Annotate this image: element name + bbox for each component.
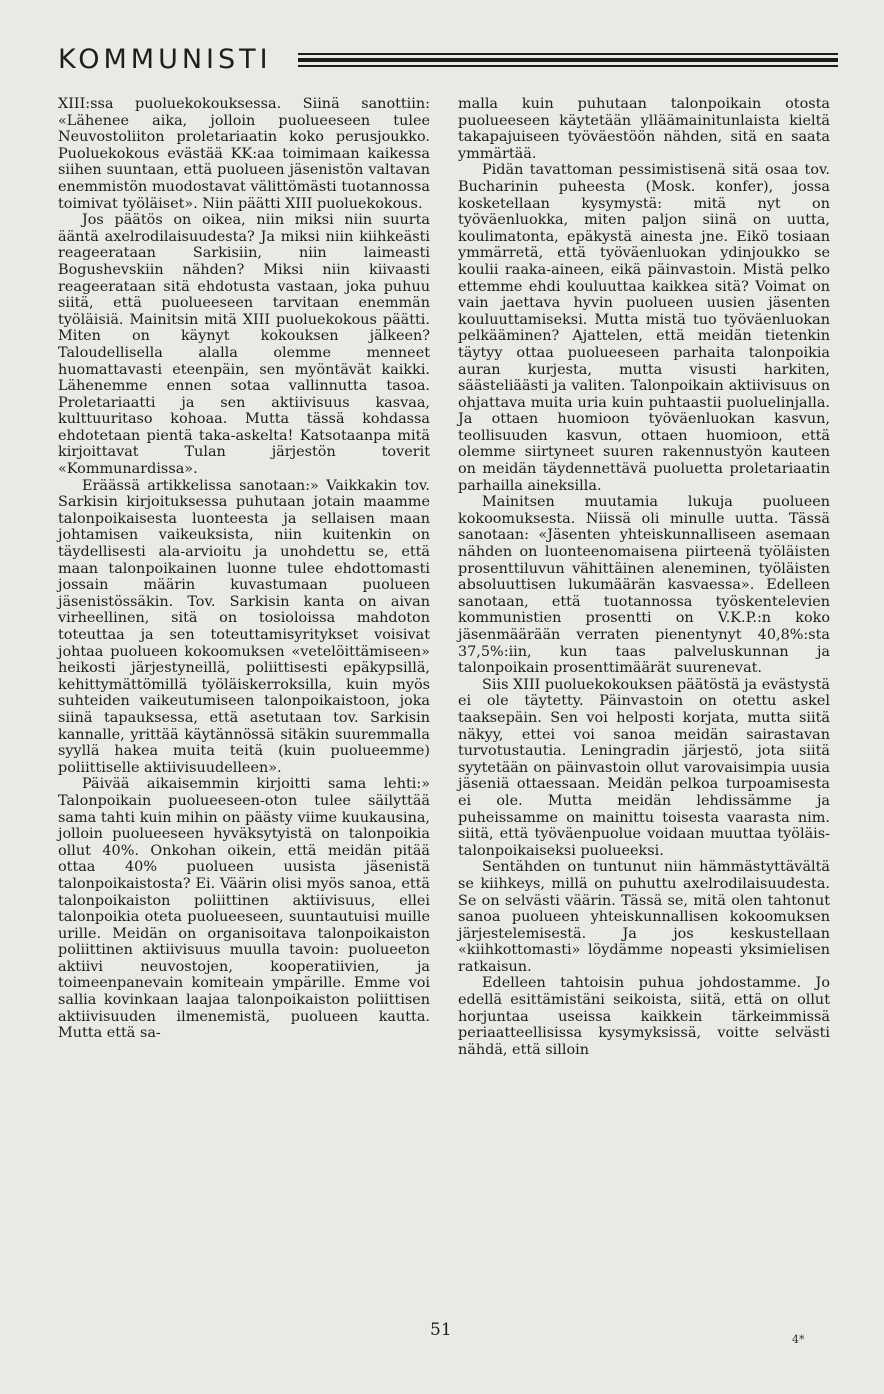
paragraph: Pidän tavattoman pessimistisenä sitä osaa tov. Bucharinin puheesta (Mosk. konfer), jossa kosketellaan kysymystä: mitä nyt on työväenluokka, miten paljon siinä on uutta, koulimatonta, epäkystä ainesta jne. Eikö tosiaan ymmärretä, että työväenluokan ydinjoukko se koulii raaka-aineen, eikä päinvastoin. Mistä pelko ettemme ehdi kouluuttaa kaikkea sitä? Voimat on vain jaettava hyvin puolueen uusien jäsenten kouluuttamiseksi. Mutta mistä tuo työväenluokan pelkääminen? Ajattelen, että meidän tietenkin täytyy ottaa puolueeseen parhaita talonpoikia auran kurjesta, mutta visusti harkiten, säästeliäästi ja valiten. Talonpoikain aktiivisuus on ohjattava muita uria kuin puhtaastii puoluelinjalla. Ja ottaen huomioon työväenluokan kasvun, teollisuuden kasvun, ottaen huomioon, että olemme siirtyneet suuren rakennustyön kauteen on meidän täydennettävä puoluetta proletariaatin parhailla aineksilla. [458, 162, 830, 494]
paragraph: malla kuin puhutaan talonpoikain otosta puolueeseen käytetään ylläämainitunlaista kieltä takapajuiseen työväestöön nähden, sitä en saata ymmärtää. [458, 96, 830, 162]
paragraph: XIII:ssa puoluekokouksessa. Siinä sanottiin: «Lähenee aika, jolloin puolueeseen tulee Neuvostoliiton proletariaatin koko perusjoukko. Puoluekokous evästää KK:aa toimimaan kaikessa siihen suuntaan, että puolueen jäsenistön valtavan enemmistön muodostavat välittömästi tuotannossa toimivat työläiset». Niin päätti XIII puoluekokous. [58, 96, 430, 212]
paragraph: Mainitsen muutamia lukuja puolueen kokoomuksesta. Niissä oli minulle uutta. Tässä sanotaan: «Jäsenten yhteiskunnalliseen asemaan nähden on luonteenomaisena piirteenä työläisten prosenttiluvun vähittäinen aleneminen, työläisten absoluuttisen lukumäärän kasvaessa». Edelleen sanotaan, että tuotannossa työskentelevien kommunistien prosentti on V.K.P.:n koko jäsenmäärään verraten pienentynyt 40,8%:sta 37,5%:iin, kun taas palveluskunnan ja talonpoikain prosenttimäärät suurenevat. [458, 494, 830, 677]
paragraph: Sentähden on tuntunut niin hämmästyttävältä se kiihkeys, millä on puhuttu axelrodilaisuudesta. Se on selvästi väärin. Tässä se, mitä olen tahtonut sanoa puolueen yhteiskunnallisen kokoomuksen järjestelemisestä. Ja jos keskustellaan «kiihkottomasti» löydämme nopeasti yksimielisen ratkaisun. [458, 859, 830, 975]
journal-title: KOMMUNISTI [58, 44, 272, 75]
paragraph: Siis XIII puoluekokouksen päätöstä ja evästystä ei ole täytetty. Päinvastoin on otettu askel taaksepäin. Sen voi helposti korjata, mutta siitä näkyy, ettei voi sanoa meidän sairastavan turvotustautia. Leningradin järjestö, jota siitä syytetään on päinvastoin ollut varovaisimpia uusia jäseniä ottaessaan. Meidän pelkoa turpoamisesta ei ole. Mutta meidän lehdissämme ja puheissamme on mainittu toisesta vaarasta nim. siitä, että työväenpuolue voidaan muuttaa työläis-talonpoikaiseksi puolueeksi. [458, 676, 830, 859]
paragraph: Edelleen tahtoisin puhua johdostamme. Jo edellä esittämistäni seikoista, siitä, että on ollut horjuntaa useissa kaikkein tärkeimmissä periaatteellisissa kysymyksissä, voitte selvästi nähdä, että silloin [458, 975, 830, 1058]
signature-mark: 4* [792, 1333, 805, 1346]
left-column [58, 96, 430, 1042]
right-column [458, 96, 830, 1058]
paragraph: Jos päätös on oikea, niin miksi niin suurta ääntä axelrodilaisuudesta? Ja miksi niin kiihkeästi reageerataan Sarkisiin, niin laimeasti Bogushevskiin nähden? Miksi niin kiivaasti reageerataan sitä ehdotusta vastaan, joka puhuu siitä, että puolueeseen tarvitaan enemmän työläisiä. Mainitsin mitä XIII puoluekokous päätti. Miten on käynyt kokouksen jälkeen? Taloudellisella alalla olemme menneet huomattavasti eteenpäin, sen myöntävät kaikki. Lähenemme ennen sotaa vallinnutta tasoa. Proletariaatti ja sen aktiivisuus kasvaa, kulttuuritaso kohoaa. Mutta tässä kohdassa ehdotetaan pientä taka-askelta! Katsotaanpa mitä kirjoittavat Tulan järjestön toverit «Kommunardissa». [58, 212, 430, 478]
paragraph: Päivää aikaisemmin kirjoitti sama lehti:» Talonpoikain puolueeseen-oton tulee säilyttää sama tahti kuin mihin on päästy viime kuukausina, jolloin puolueeseen hyväksytyistä on talonpoikia ollut 40%. Onkohan oikein, että meidän pitää ottaa 40% puolueen uusista jäsenistä talonpoikaistosta? Ei. Väärin olisi myös sanoa, että talonpoikaiston poliittinen aktiivisuus, ellei talonpoikia oteta puolueeseen, suuntautuisi muille urille. Meidän on organisoitava talonpoikaiston poliittinen aktiivisuus muulla tavoin: puolueeton aktiivi neuvostojen, kooperatiivien, ja toimeenpanevain komiteain ympärille. Emme voi sallia kovinkaan laajaa talonpoikaiston poliittisen aktiivisuuden ilmenemistä, puolueen kautta. Mutta että sa- [58, 776, 430, 1042]
paragraph: Eräässä artikkelissa sanotaan:» Vaikkakin tov. Sarkisin kirjoituksessa puhutaan jotain maamme talonpoikaisesta luonteesta ja sellaisen maan johtamisen vaikeuksista, niin kuitenkin on täydellisesti ala-arvioitu ja unohdettu se, että maan talonpoikainen luonne tulee ehdottomasti jossain määrin kuvastumaan puolueen jäsenistössäkin. Tov. Sarkisin kanta on aivan virheellinen, sitä on tosioloissa mahdoton toteuttaa ja sen toteuttamisyritykset voisivat johtaa puolueen kokoomuksen «vetelöittämiseen» heikosti järjestyneillä, poliittisesti epäkypsillä, kehittymättömillä työläiskerroksilla, kuin myös suhteiden vaikeutumiseen talonpoikaistoon, joka siinä tapauksessa, että asetutaan tov. Sarkisin kannalle, yrittää käytännössä sitäkin suuremmalla syyllä hakea muita teitä (kuin puolueemme) poliittiselle aktiivisuudelleen». [58, 477, 430, 776]
running-header [58, 44, 838, 84]
header-rule [298, 53, 838, 67]
page-number: 51 [430, 1320, 452, 1340]
